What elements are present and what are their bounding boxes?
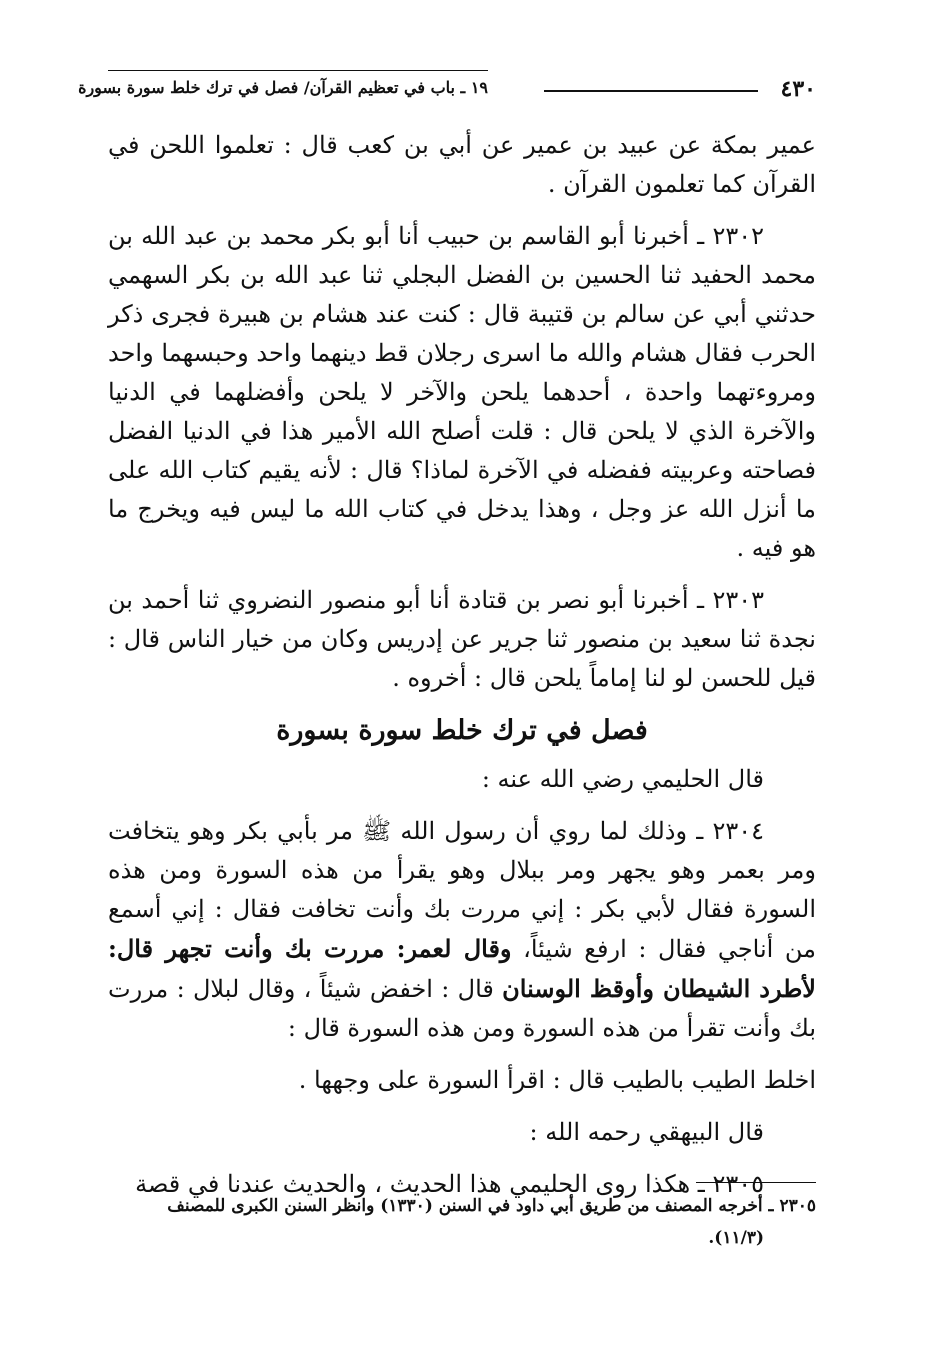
paragraph-continuation: عمير بمكة عن عبيد بن عمير عن أبي بن كعب قال : تعلموا اللحن في القرآن كما تعلمون القرآن . [108,131,816,198]
footnote-line-1: ٢٣٠٥ ـ أخرجه المصنف من طريق أبي داود في السنن (١٣٣٠) وانظر السنن الكبرى للمصنف [167,1196,816,1216]
header-title: ١٩ ـ باب في تعظيم القرآن/ فصل في ترك خلط سورة بسورة [78,78,488,97]
header-title-rule [108,70,488,71]
bayhaqi-intro: قال البيهقي رحمه الله : [529,1118,764,1146]
footnote [108,1190,816,1254]
halimi-intro: قال الحليمي رضي الله عنه : [481,765,764,793]
header-rule [544,90,758,92]
main-text [108,126,816,1217]
hadith-2305: ٢٣٠٥ ـ هكذا روى الحليمي هذا الحديث ، والحديث عندنا في قصة [135,1170,764,1198]
footnote-line-2: (١١/٣). [708,1228,764,1248]
verse-line: اخلط الطيب بالطيب قال : اقرأ السورة على وجهها . [298,1066,816,1094]
hadith-2304 [108,812,816,1048]
hadith-2304-part-2: قال : اخفض شيئاً ، وقال لبلال : مررت بك وأنت تقرأ من هذه السورة ومن هذه السورة قال : [108,975,816,1042]
page-number: ٤٣٠ [780,76,816,102]
hadith-2304-bold-part: وقال لعمر: مررت بك وأنت تجهر قال: لأطرد الشيطان وأوقظ الوسنان [108,934,816,1003]
hadith-2304-part-1: ٢٣٠٤ ـ وذلك لما روي أن رسول الله ﷺ مر بأبي بكر وهو يتخافت ومر بعمر وهو يجهر ومر ببلال وهو يقرأ من هذه السورة ومن هذه السورة فقال لأبي بكر : إني مررت بك وأنت تخافت فقال : إني أسمع من أناجي فقال : ارفع شيئاً، [108,817,817,963]
footnote-separator [696,1182,816,1183]
hadith-2302: ٢٣٠٢ ـ أخبرنا أبو القاسم بن حبيب أنا أبو بكر محمد بن عبد الله بن محمد الحفيد ثنا الحسين بن الفضل البجلي ثنا عبد الله بن بكر السهمي حدثني أبي عن سالم بن قتيبة قال : كنت عند هشام بن هبيرة فجرى ذكر الحرب فقال هشام والله ما اسرى رجلان قط دينهما واحد وحبسهما واحد ومروءتهما واحدة ، أحدهما يلحن والآخر لا يلحن وأفضلهما في الدنيا والآخرة الذي لا يلحن قال : قلت أصلح الله الأمير هذا في الدنيا الفضل فصاحته وعربيته ففضله في الآخرة لماذا؟ قال : لأنه يقيم كتاب الله على ما أنزل الله عز وجل ، وهذا يدخل في كتاب الله ما ليس فيه ويخرج ما هو فيه . [108,222,816,562]
section-title: فصل في ترك خلط سورة بسورة [276,715,648,746]
running-header [78,70,816,110]
hadith-2303: ٢٣٠٣ ـ أخبرنا أبو نصر بن قتادة أنا أبو منصور النضروي ثنا أحمد بن نجدة ثنا سعيد بن منصور ثنا جرير عن إدريس وكان من خيار الناس قال : قيل للحسن لو لنا إماماً يلحن قال : أخروه . [108,586,816,692]
